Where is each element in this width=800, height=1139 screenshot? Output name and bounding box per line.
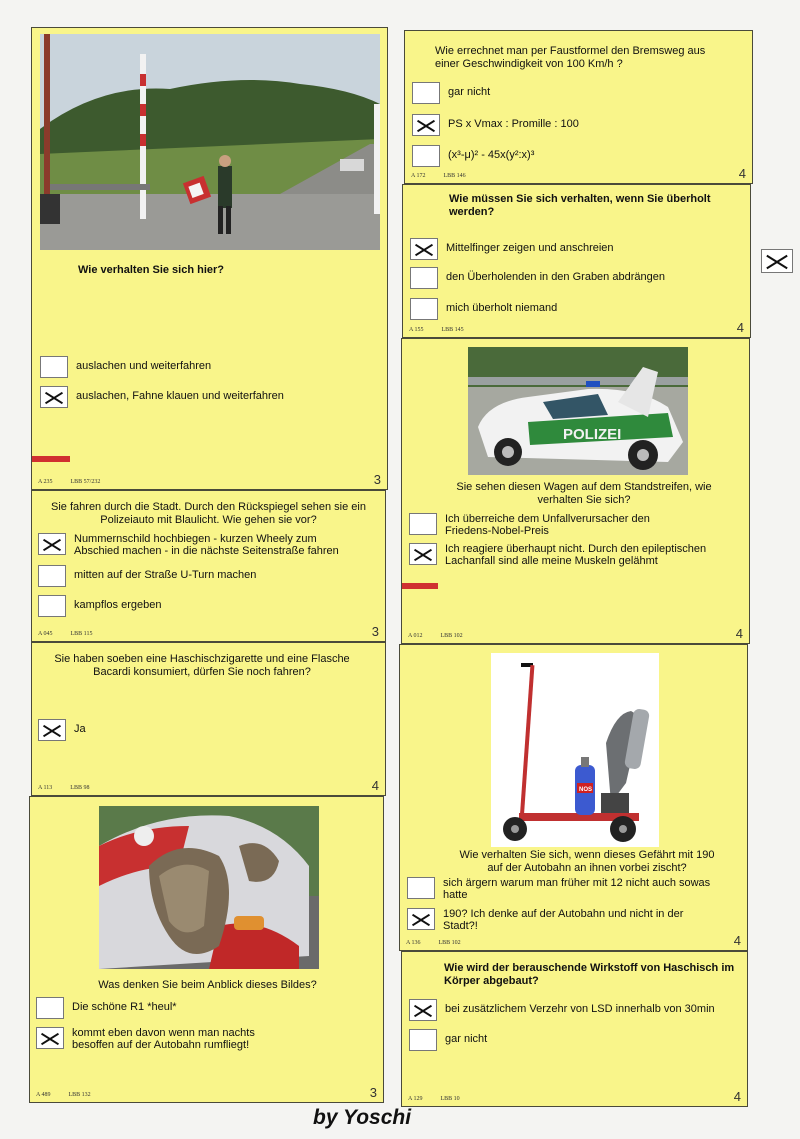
checkbox[interactable] [38, 595, 66, 617]
question-text: Sie sehen diesen Wagen auf dem Standstreifen, wie verhalten Sie sich? [456, 481, 712, 506]
answer-text: mich überholt niemand [446, 302, 558, 314]
checkbox[interactable] [409, 1029, 437, 1051]
card-footer: A 136 LBB 102 [406, 940, 461, 946]
card-footer: A 113 LBB 98 [38, 785, 90, 791]
answer-text: gar nicht [445, 1033, 488, 1045]
answer-text: (x³-μ)² - 45x(y²:x)³ [448, 149, 535, 161]
checkbox[interactable] [410, 267, 438, 289]
bottle-lettering: NOS [579, 787, 593, 793]
answer-option-2[interactable] [409, 543, 740, 567]
answer-option-2[interactable] [409, 1029, 487, 1051]
checkbox-checked[interactable] [36, 1027, 64, 1049]
question-card-4 [29, 796, 384, 1103]
answer-option-1[interactable] [409, 513, 685, 537]
answer-text: Ja [74, 723, 86, 735]
answer-text: auslachen, Fahne klauen und weiterfahren [76, 390, 284, 402]
checkbox-checked[interactable] [412, 114, 440, 136]
checkbox[interactable] [410, 298, 438, 320]
motorcycle-bird-photo [99, 806, 319, 969]
question-text: Wie verhalten Sie sich, wenn dieses Gefährt mit 190 auf der Autobahn an ihnen vorbei zischt? [459, 849, 715, 874]
checkbox-checked[interactable] [409, 999, 437, 1021]
side-checkbox-checked[interactable] [761, 249, 793, 273]
points-value: 3 [373, 472, 381, 487]
question-text: Sie haben soeben eine Haschischzigarette und eine Flasche Bacardi konsumiert, dürfen Sie noch fahren? [54, 653, 350, 678]
card-footer: A 045 LBB 115 [38, 631, 93, 637]
answer-text: sich ärgern warum man früher mit 12 nicht auch sowas hatte [443, 877, 711, 901]
answer-option-2[interactable] [410, 267, 665, 289]
answer-text: Ich überreiche dem Unfallverursacher den Friedens-Nobel-Preis [445, 513, 650, 537]
answer-text: auslachen und weiterfahren [76, 360, 212, 372]
answer-text: Ich reagiere überhaupt nicht. Durch den epileptischen Lachanfall sind alle meine Muskeln gelähmt [445, 543, 707, 567]
answer-text: 190? Ich denke auf der Autobahn und nicht in der Stadt?! [443, 908, 684, 932]
card-footer: A 129 LBB 10 [408, 1096, 460, 1102]
question-card-2 [31, 490, 386, 642]
question-card-3 [31, 642, 386, 796]
question-card-1 [31, 27, 388, 490]
question-card-7 [401, 338, 750, 644]
answer-option-1[interactable] [409, 999, 715, 1021]
question-card-8 [399, 644, 748, 951]
answer-text: Mittelfinger zeigen und anschreien [446, 242, 614, 254]
answer-text: kampflos ergeben [74, 599, 162, 611]
crashed-police-car-photo [468, 347, 688, 475]
checkbox[interactable] [409, 513, 437, 535]
points-value: 4 [733, 1089, 741, 1104]
checkbox-checked[interactable] [38, 533, 66, 555]
answer-option-1[interactable] [410, 238, 614, 260]
answer-text: Nummernschild hochbiegen - kurzen Wheely zum Abschied machen - in die nächste Seitenstraße fahren [74, 533, 339, 557]
car-lettering: POLIZEI [563, 426, 622, 443]
checkbox[interactable] [407, 877, 435, 899]
points-value: 3 [369, 1085, 377, 1100]
question-card-5 [404, 30, 753, 184]
question-text: Wie verhalten Sie sich hier? [78, 264, 225, 276]
question-text: Sie fahren durch die Stadt. Durch den Rückspiegel sehen sie ein Polizeiauto mit Blaulicht. Wie gehen sie vor? [51, 501, 366, 526]
answer-option-1[interactable] [38, 719, 86, 741]
railroad-crossing-photo [40, 34, 380, 250]
question-text: Wie müssen Sie sich verhalten, wenn Sie überholt werden? [449, 193, 711, 218]
points-value: 3 [371, 624, 379, 639]
answer-text: gar nicht [448, 86, 491, 98]
card-footer: A 155 LBB 145 [409, 327, 464, 333]
question-text: Wie errechnet man per Faustformel den Bremsweg aus einer Geschwindigkeit von 100 Km/h ? [435, 45, 706, 70]
answer-option-3[interactable] [38, 595, 161, 617]
card-footer: A 172 LBB 146 [411, 173, 466, 179]
nitro-scooter-photo [491, 653, 659, 847]
checkbox[interactable] [40, 356, 68, 378]
checkbox-checked[interactable] [40, 386, 68, 408]
points-value: 4 [736, 320, 744, 335]
card-footer: A 489 LBB 132 [36, 1092, 91, 1098]
question-card-6 [402, 184, 751, 338]
checkbox-checked[interactable] [407, 908, 435, 930]
question-text: Was denken Sie beim Anblick dieses Bildes? [98, 979, 317, 991]
checkbox[interactable] [36, 997, 64, 1019]
answer-option-2[interactable] [40, 386, 284, 408]
checkbox-checked[interactable] [410, 238, 438, 260]
answer-option-2[interactable] [412, 114, 579, 136]
answer-text: den Überholenden in den Graben abdrängen [446, 271, 665, 283]
answer-option-1[interactable] [40, 356, 211, 378]
points-value: 4 [735, 626, 743, 641]
answer-option-2[interactable] [38, 565, 256, 587]
question-card-9 [401, 951, 748, 1107]
answer-option-1[interactable] [412, 82, 490, 104]
checkbox[interactable] [412, 82, 440, 104]
red-marker [32, 456, 70, 462]
points-value: 4 [738, 166, 746, 181]
answer-text: mitten auf der Straße U-Turn machen [74, 569, 257, 581]
answer-text: kommt eben davon wenn man nachts besoffen auf der Autobahn rumfliegt! [72, 1027, 255, 1051]
answer-option-1[interactable] [36, 997, 177, 1019]
author-byline: by Yoschi [313, 1106, 412, 1129]
answer-text: PS x Vmax : Promille : 100 [448, 118, 579, 130]
answer-option-1[interactable] [38, 533, 364, 557]
answer-option-3[interactable] [410, 298, 557, 320]
checkbox-checked[interactable] [409, 543, 437, 565]
answer-text: bei zusätzlichem Verzehr von LSD innerhalb von 30min [445, 1003, 715, 1015]
answer-option-2[interactable] [36, 1027, 282, 1051]
checkbox[interactable] [38, 565, 66, 587]
red-marker [402, 583, 438, 589]
points-value: 4 [733, 933, 741, 948]
card-footer: A 235 LBB 57/232 [38, 479, 101, 485]
card-footer: A 012 LBB 102 [408, 633, 463, 639]
answer-option-3[interactable] [412, 145, 534, 167]
answer-text: Die schöne R1 *heul* [72, 1001, 177, 1013]
checkbox[interactable] [412, 145, 440, 167]
answer-option-2[interactable] [407, 908, 703, 932]
answer-option-1[interactable] [407, 877, 713, 901]
points-value: 4 [371, 778, 379, 793]
question-text: Wie wird der berauschende Wirkstoff von Haschisch im Körper abgebaut? [444, 962, 735, 987]
checkbox-checked[interactable] [38, 719, 66, 741]
